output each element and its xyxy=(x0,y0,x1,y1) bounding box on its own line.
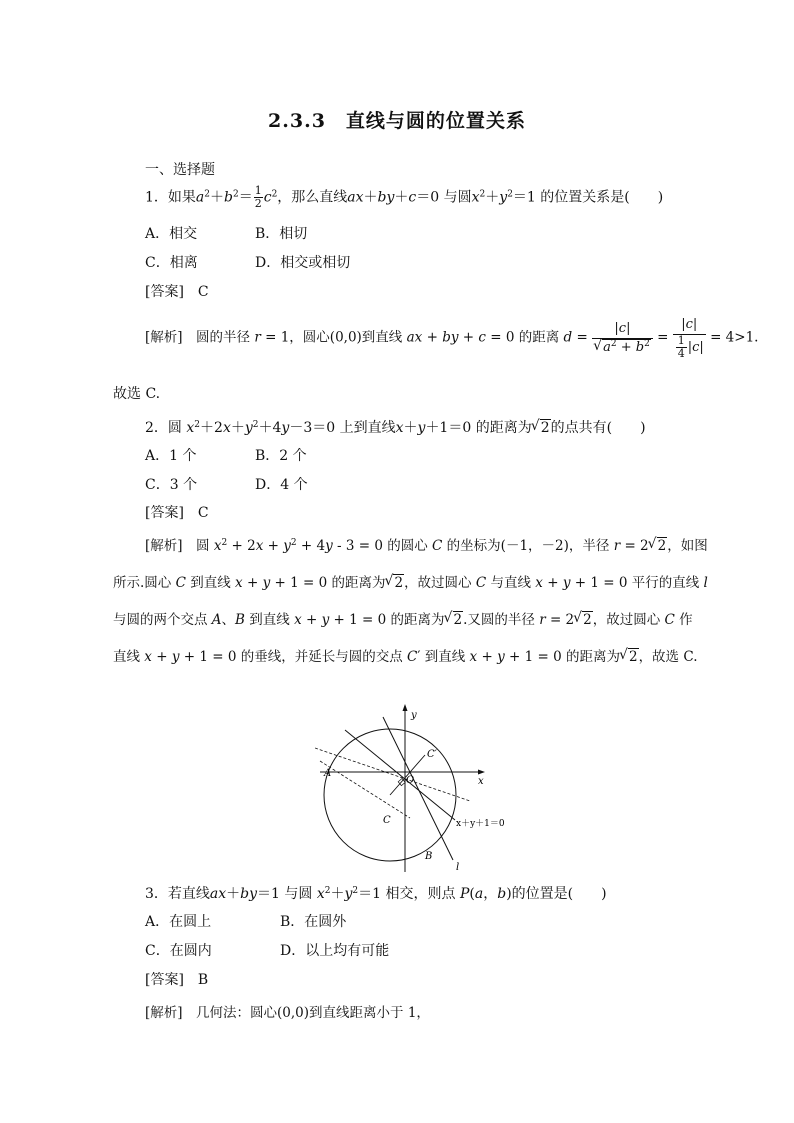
y-axis-arrow xyxy=(403,704,408,711)
label-c-prime: C′ xyxy=(427,749,437,760)
q2-option-d: D．4 个 xyxy=(255,477,308,493)
geometry-figure xyxy=(315,700,515,875)
dashed-line-upper xyxy=(315,748,470,801)
q2-option-c: C．3 个 xyxy=(145,477,198,493)
q1-option-c: C．相离 xyxy=(145,255,198,271)
label-b: B xyxy=(425,851,433,862)
label-line-equation: x＋y＋1＝0 xyxy=(456,819,505,829)
q3-option-c: C．在圆内 xyxy=(145,943,212,959)
q3-explanation: [解析] 几何法：圆心(0,0)到直线距离小于 1， xyxy=(145,1005,430,1021)
q3-option-b: B．在圆外 xyxy=(280,914,347,930)
q2-option-a: A．1 个 xyxy=(145,448,197,464)
question-1-stem: 1．如果$a^2+b^2=$ $\frac{1}{2}$ $c^2$，那么直线ax＋by＋c＝0 与圆$x^2+y^2=1$ 的位置关系是( ) xyxy=(145,184,664,210)
q1-option-a: A．相交 xyxy=(145,226,198,242)
label-y: y xyxy=(411,710,417,721)
label-a: A xyxy=(324,768,332,779)
x-axis-arrow xyxy=(478,770,485,775)
q1-conclusion: 故选 C. xyxy=(113,386,161,402)
q3-option-d: D．以上均有可能 xyxy=(280,943,390,959)
page-title: 2.3.3 直线与圆的位置关系 xyxy=(268,110,526,132)
label-o: O xyxy=(406,775,415,786)
tangent-line xyxy=(345,730,455,820)
label-x: x xyxy=(478,776,484,787)
q3-option-a: A．在圆上 xyxy=(145,914,212,930)
line-l xyxy=(383,717,453,860)
q2-answer: [答案] C xyxy=(145,505,209,521)
q1-option-d: D．相交或相切 xyxy=(255,255,351,271)
section-heading: 一、选择题 xyxy=(145,162,215,178)
label-c: C xyxy=(383,815,391,826)
q1-explanation: [解析] 圆的半径 r = 1，圆心(0,0)到直线 ax + by + c = 0 的距离 d = |c| √ $a^2 + b^2$ = |c| $\frac{1}{4}$ |c| = 4>1. xyxy=(145,316,758,360)
q1-option-b: B．相切 xyxy=(255,226,308,242)
question-3-stem: 3．若直线ax＋by＝1 与圆 $x^2+y^2=1$ 相交，则点 P(a，b)的位置是( ) xyxy=(145,886,607,902)
q3-answer: [答案] B xyxy=(145,972,209,988)
dashed-line-lower xyxy=(320,761,410,818)
q2-explanation-line-2: 所示.圆心 C 到直线 x + y + 1 = 0 的距离为√ 2，故过圆心 C 与直线 x + y + 1 = 0 平行的直线 l xyxy=(113,573,708,593)
q2-explanation-line-3: 与圆的两个交点 A、B 到直线 x + y + 1 = 0 的距离为√ 2.又圆的半径 r = 2√ 2，故过圆心 C 作 xyxy=(113,610,693,630)
q2-option-b: B．2 个 xyxy=(255,448,307,464)
label-l: l xyxy=(456,862,460,873)
q2-explanation-line-4: 直线 x + y + 1 = 0 的垂线，并延长与圆的交点 C′ 到直线 x + y + 1 = 0 的距离为√ 2，故选 C. xyxy=(113,647,698,667)
q1-answer: [答案] C xyxy=(145,284,209,300)
question-2-stem: 2．圆 $x^2+2x+y^2+4y-3=0$ 上到直线x＋y＋1＝0 的距离为√ 2的点共有( ) xyxy=(145,418,646,438)
q2-explanation-line-1: [解析] 圆 $x^2 + 2x + y^2 + 4y - 3 = 0$ 的圆心 C 的坐标为(－1，－2)，半径 r = 2√ 2，如图 xyxy=(145,536,708,556)
